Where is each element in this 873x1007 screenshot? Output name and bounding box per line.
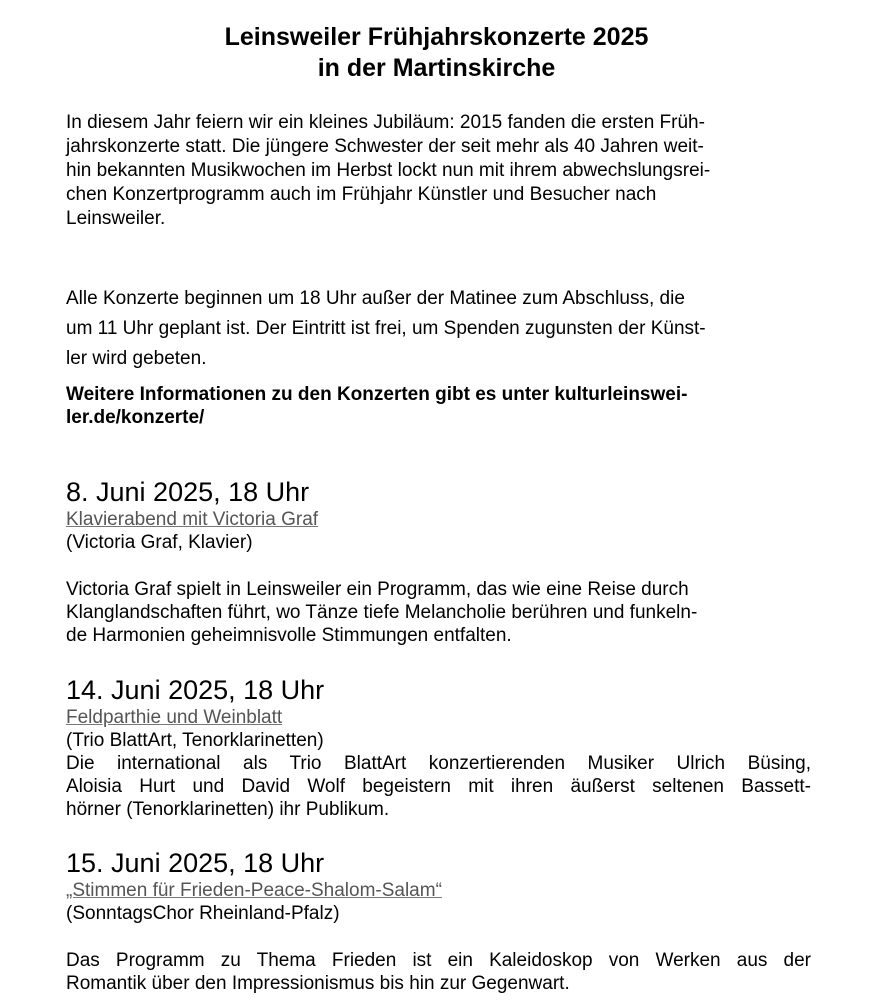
schedule-line: Alle Konzerte beginnen um 18 Uhr außer der Matinee zum Abschluss, die	[66, 288, 685, 309]
concert-description	[66, 578, 811, 647]
info-line: ler.de/konzerte/	[66, 407, 205, 428]
intro-line: hin bekannten Musikwochen im Herbst lockt nun mit ihrem abwechslungsrei-	[66, 160, 711, 181]
title-line-2: in der Martinskirche	[317, 54, 556, 82]
concert-performers: (Victoria Graf, Klavier)	[66, 532, 253, 553]
concert-performers: (SonntagsChor Rheinland-Pfalz)	[66, 903, 340, 924]
concert-date: 14. Juni 2025, 18 Uhr	[66, 675, 325, 705]
description-line: Romantik über den Impressionismus bis hin zur Gegenwart.	[66, 973, 570, 994]
intro-line: Leinsweiler.	[66, 208, 166, 229]
description-line: Klanglandschaften führt, wo Tänze tiefe Melancholie berühren und funkeln-	[66, 602, 698, 623]
page-title	[0, 22, 873, 84]
concert-description	[66, 949, 811, 995]
intro-line: In diesem Jahr feiern wir ein kleines Jubiläum: 2015 fanden die ersten Früh-	[66, 112, 705, 133]
concert-entry	[66, 674, 811, 821]
concert-entry	[66, 476, 811, 647]
description-line: Victoria Graf spielt in Leinsweiler ein Programm, das wie eine Reise durch	[66, 579, 689, 600]
schedule-paragraph	[66, 284, 811, 374]
concert-date: 15. Juni 2025, 18 Uhr	[66, 848, 325, 878]
concert-date: 8. Juni 2025, 18 Uhr	[66, 477, 310, 507]
schedule-line: ler wird gebeten.	[66, 348, 207, 369]
concert-title-link[interactable]: Klavierabend mit Victoria Graf	[66, 509, 319, 530]
title-line-1: Leinsweiler Frühjahrskonzerte 2025	[224, 23, 649, 51]
description-line: de Harmonien geheimnisvolle Stimmungen entfalten.	[66, 625, 512, 646]
concert-description	[66, 752, 811, 821]
concert-entry	[66, 847, 811, 995]
description-line: Die international als Trio BlattArt konzertierenden Musiker Ulrich Büsing,	[66, 753, 811, 774]
description-line: Das Programm zu Thema Frieden ist ein Kaleidoskop von Werken aus der	[66, 950, 811, 971]
concert-performers: (Trio BlattArt, Tenorklarinetten)	[66, 730, 324, 751]
intro-line: jahrskonzerte statt. Die jüngere Schwester der seit mehr als 40 Jahren weit-	[66, 136, 704, 157]
concert-title-link[interactable]: „Stimmen für Frieden-Peace-Shalom-Salam“	[66, 880, 442, 901]
description-line: Aloisia Hurt und David Wolf begeistern mit ihren äußerst seltenen Bassett-	[66, 776, 811, 797]
description-line: hörner (Tenorklarinetten) ihr Publikum.	[66, 799, 390, 820]
intro-paragraph	[66, 111, 811, 231]
intro-line: chen Konzertprogramm auch im Frühjahr Künstler und Besucher nach	[66, 184, 657, 205]
info-line: Weitere Informationen zu den Konzerten gibt es unter kulturleinswei-	[66, 384, 688, 405]
schedule-line: um 11 Uhr geplant ist. Der Eintritt ist frei, um Spenden zugunsten der Künst-	[66, 318, 706, 339]
info-paragraph	[66, 383, 811, 429]
concert-title-link[interactable]: Feldparthie und Weinblatt	[66, 707, 283, 728]
